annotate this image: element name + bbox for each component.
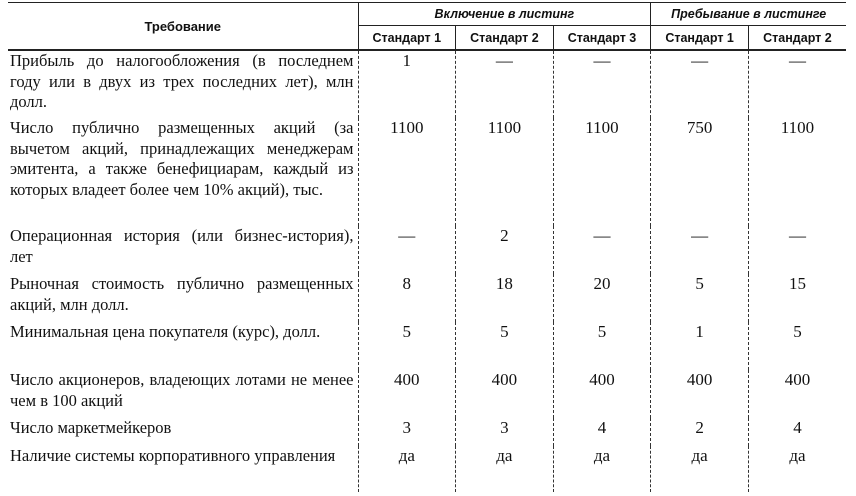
table-cell: —: [456, 50, 554, 118]
inclusion-group-header: Включение в листинг: [358, 3, 651, 26]
table-cell: 1100: [358, 118, 456, 226]
table-cell: 18: [456, 274, 554, 322]
table-cell: 1: [358, 50, 456, 118]
standard-header: Стандарт 3: [553, 26, 651, 50]
table-cell: —: [788, 51, 806, 70]
table-cell: 5: [358, 322, 456, 370]
table-cell: —: [553, 226, 651, 274]
table-cell: да: [651, 446, 749, 492]
table-cell: да: [456, 446, 554, 492]
table-cell: 400: [651, 370, 749, 418]
requirement-label: Прибыль до налогообложения (в последнем году или в двух из трех последних лет), млн долл.: [8, 50, 358, 118]
table-cell: 1100: [780, 118, 815, 137]
table-row: [8, 50, 846, 118]
table-row: [8, 274, 846, 322]
table-cell: 4: [553, 418, 651, 446]
table-cell: 2: [456, 226, 554, 274]
table-cell: 3: [358, 418, 456, 446]
table-cell: —: [651, 50, 749, 118]
table-cell: 400: [784, 370, 811, 389]
requirement-label: Число публично размещенных акций (за вычетом акций, принадлежащих менеджерам эмитента, а также бенефициарам, каждый из которых владеет более чем 10% акций), тыс.: [8, 118, 358, 226]
standard-header: Стандарт 1: [651, 26, 749, 50]
table-row: [8, 446, 846, 492]
table-cell: 20: [553, 274, 651, 322]
table-cell: 5: [553, 322, 651, 370]
retention-group-header: Пребывание в листинге: [651, 3, 846, 26]
requirement-label: Операционная история (или бизнес-история), лет: [8, 226, 358, 274]
table-cell: 5: [793, 322, 802, 341]
standard-header: Стандарт 1: [358, 26, 456, 50]
table-cell: да: [358, 446, 456, 492]
table-cell: —: [358, 226, 456, 274]
table-cell: 5: [456, 322, 554, 370]
table-cell: 750: [651, 118, 749, 226]
table-row: [8, 418, 846, 446]
table-row: [8, 322, 846, 370]
table-cell: 400: [553, 370, 651, 418]
table-cell: да: [789, 446, 806, 465]
table-row: [8, 118, 846, 226]
table-cell: 400: [358, 370, 456, 418]
table-row: [8, 370, 846, 418]
table-cell: 3: [456, 418, 554, 446]
table-cell: 15: [788, 274, 806, 293]
requirement-label: Рыночная стоимость публично размещенных акций, млн долл.: [8, 274, 358, 322]
table-cell: 1: [651, 322, 749, 370]
table-cell: 4: [793, 418, 802, 437]
listing-requirements-table: [8, 2, 846, 492]
requirement-label: Наличие системы корпоративного управления: [8, 446, 358, 492]
table-cell: 2: [651, 418, 749, 446]
table-cell: да: [553, 446, 651, 492]
table-cell: —: [651, 226, 749, 274]
standard-header: Стандарт 2: [456, 26, 554, 50]
table-cell: 400: [456, 370, 554, 418]
requirement-label: Число акционеров, владеющих лотами не менее чем в 100 акций: [8, 370, 358, 418]
table-cell: 5: [651, 274, 749, 322]
table-row: [8, 226, 846, 274]
table-cell: 1100: [456, 118, 554, 226]
table-cell: —: [553, 50, 651, 118]
table-cell: —: [788, 226, 806, 245]
requirement-label: Минимальная цена покупателя (курс), долл.: [8, 322, 358, 370]
table-cell: 8: [358, 274, 456, 322]
requirement-column-header: Требование: [8, 3, 358, 51]
standard-header: Стандарт 2: [748, 26, 846, 50]
requirement-label: Число маркетмейкеров: [8, 418, 358, 446]
table-cell: 1100: [553, 118, 651, 226]
